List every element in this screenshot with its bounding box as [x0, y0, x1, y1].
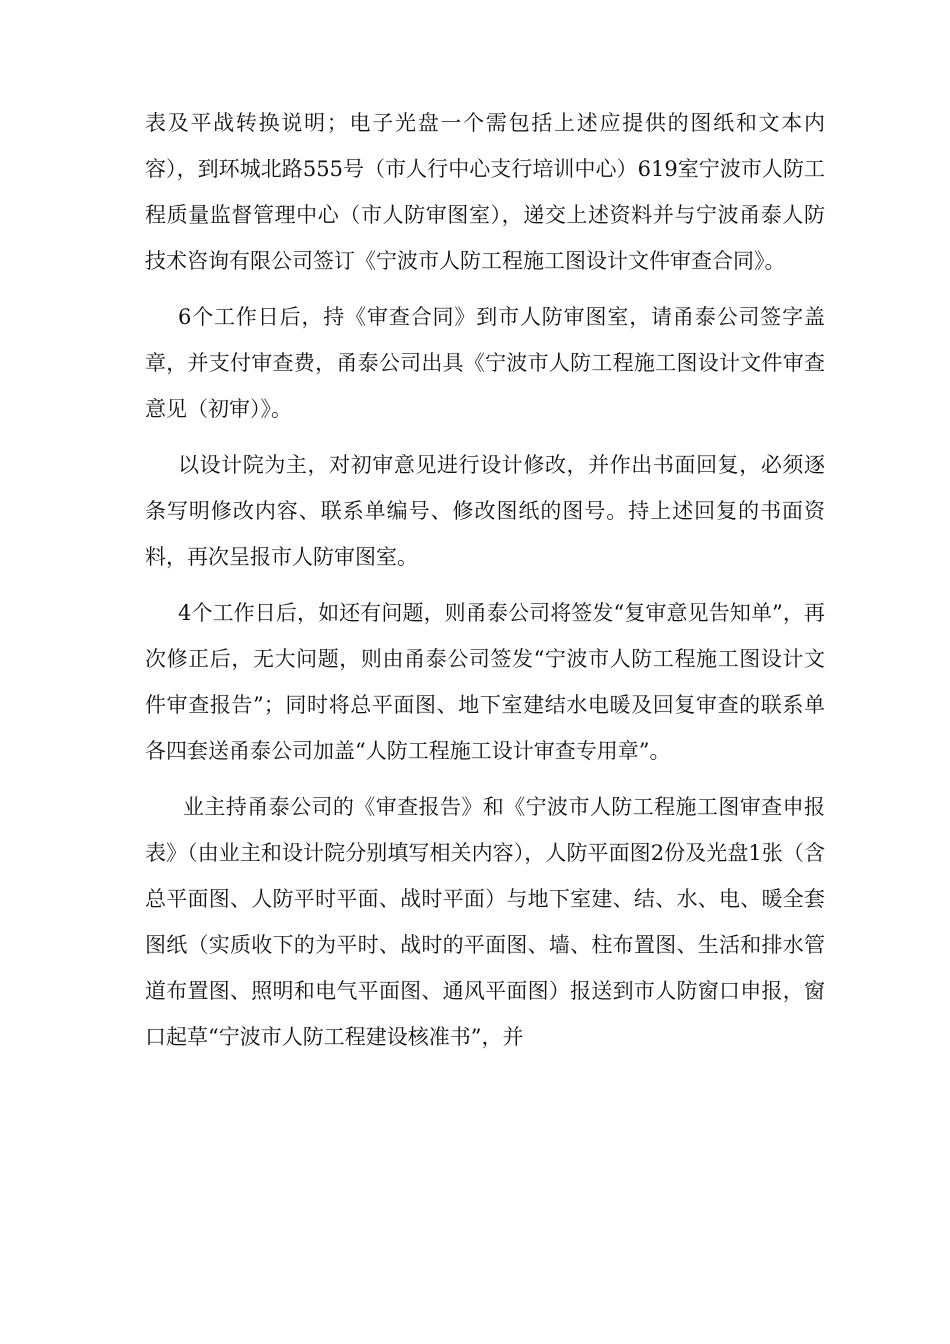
document-body [145, 100, 825, 1070]
paragraph-5: 业主持甬泰公司的《审查报告》和《宁波市人防工程施工图审查申报表》（由业主和设计院分别填写相关内容），人防平面图2份及光盘1张（含总平面图、人防平时平面、战时平面）与地下室建、结、水、电、暖全套图纸（实质收下的为平时、战时的平面图、墙、柱布置图、生活和排水管道布置图、照明和电气平面图、通风平面图）报送到市人防窗口申报，窗口起草“宁波市人防工程建设核准书”，并 [145, 795, 825, 1049]
paragraph-1: 表及平战转换说明；电子光盘一个需包括上述应提供的图纸和文本内容），到环城北路555号（市人行中心支行培训中心）619室宁波市人防工程质量监督管理中心（市人防审图室），递交上述资料并与宁波甬泰人防技术咨询有限公司签订《宁波市人防工程施工图设计文件审查合同》。 [145, 111, 825, 273]
paragraph-4: 4个工作日后，如还有问题，则甬泰公司将签发“复审意见告知单”，再次修正后，无大问题，则由甬泰公司签发“宁波市人防工程施工图设计文件审查报告”；同时将总平面图、地下室建结水电暖及回复审查的联系单各四套送甬泰公司加盖“人防工程施工设计审查专用章”。 [145, 601, 825, 763]
paragraph-3: 以设计院为主，对初审意见进行设计修改，并作出书面回复，必须逐条写明修改内容、联系单编号、修改图纸的图号。持上述回复的书面资料，再次呈报市人防审图室。 [145, 453, 825, 569]
paragraph-2: 6个工作日后，持《审查合同》到市人防审图室，请甬泰公司签字盖章，并支付审查费，甬泰公司出具《宁波市人防工程施工图设计文件审查意见（初审）》。 [145, 305, 825, 421]
